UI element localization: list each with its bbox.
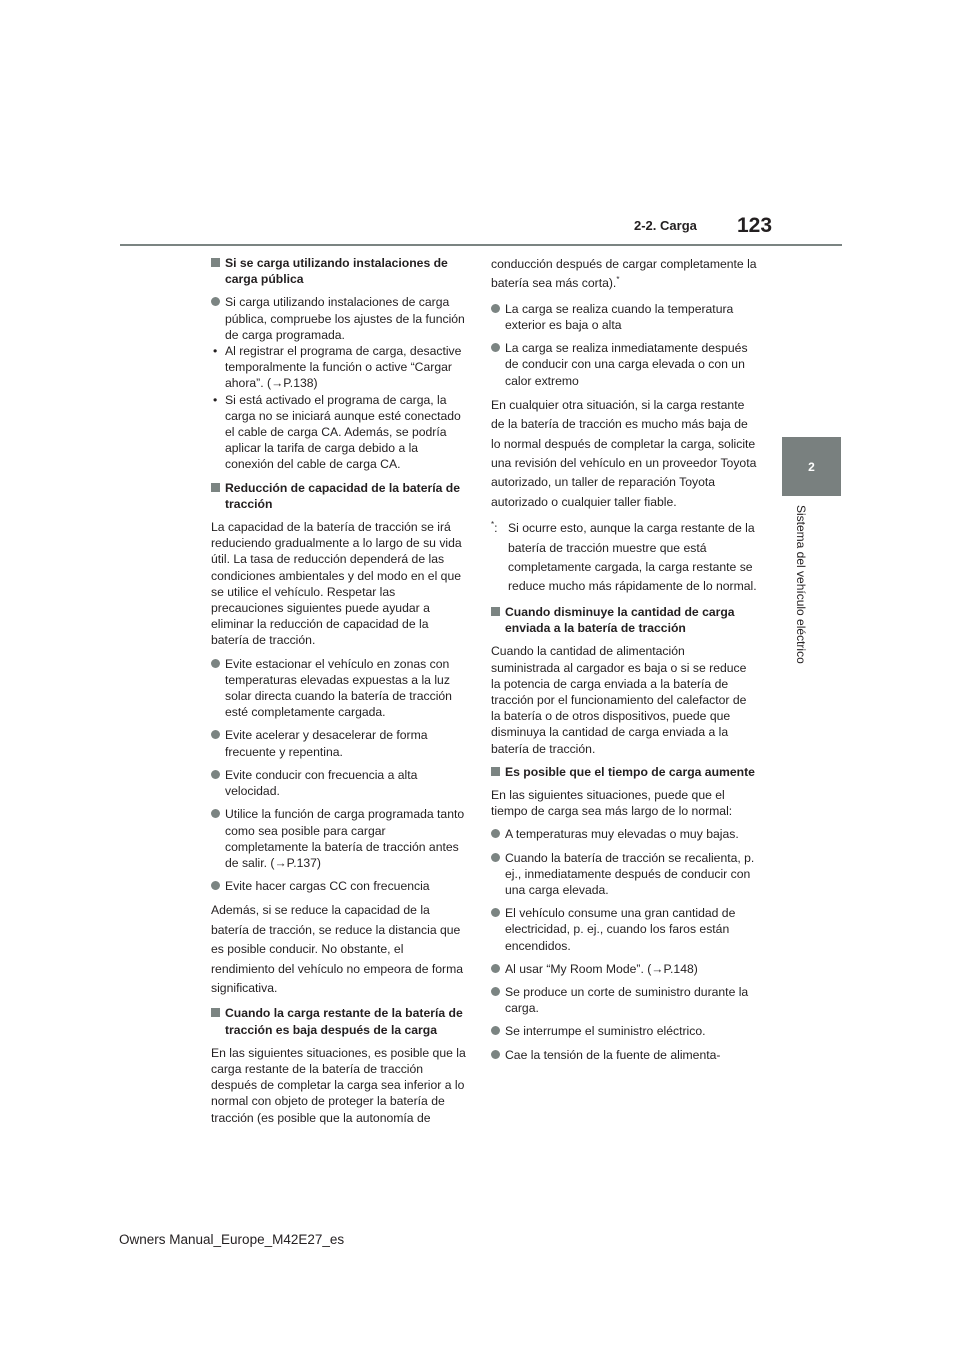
- bullet-item: La carga se realiza inmediatamente después de conducir con una carga elevada o con un calor extremo: [491, 340, 757, 389]
- paragraph: En las siguientes situaciones, puede que el tiempo de carga sea más largo de lo normal:: [491, 787, 733, 819]
- bullet-item: Evite estacionar el vehículo en zonas con temperaturas elevadas expuestas a la luz solar directa cuando la batería de tracción esté completamente cargada.: [211, 656, 467, 721]
- bullet-item: Se interrumpe el suministro eléctrico.: [491, 1023, 757, 1039]
- section-heading: Cuando la carga restante de la batería de tracción es baja después de la carga: [211, 1005, 467, 1037]
- bullet-item: Se produce un corte de suministro durante la carga.: [491, 984, 757, 1016]
- sub-bullet: •: [213, 392, 218, 407]
- chapter-label: Sistema del vehículo eléctrico: [794, 505, 808, 664]
- page-reference[interactable]: P.138): [283, 376, 318, 391]
- section-heading: Reducción de capacidad de la batería de tracción: [211, 480, 467, 512]
- bullet-item: Cuando la batería de tracción se recalienta, p. ej., inmediatamente después de conducir con una carga elevada.: [491, 850, 757, 899]
- paragraph: En las siguientes situaciones, es posible que la carga restante de la batería de tracción después de completar la carga sea inferior a lo normal con objeto de proteger la batería de tracción (es posible que la autonomía de: [211, 1045, 466, 1125]
- footnote: *: Si ocurre esto, aunque la carga restante de la batería de tracción muestre que está completamente cargada, la carga restante se reduce mucho más rápidamente de lo normal.: [491, 520, 757, 594]
- section-heading: Es posible que el tiempo de carga aumente: [491, 764, 757, 780]
- bullet-item: A temperaturas muy elevadas o muy bajas.: [491, 826, 757, 842]
- arrow-icon: →: [651, 961, 664, 976]
- page-reference[interactable]: P.137): [286, 855, 321, 870]
- bullet-item: Cae la tensión de la fuente de alimenta-: [491, 1047, 757, 1063]
- header-rule: [120, 244, 842, 246]
- sub-bullet: •: [213, 344, 218, 359]
- bullet-item: Evite acelerar y desacelerar de forma frecuente y repentina.: [211, 727, 467, 759]
- bullet-item: Utilice la función de carga programada tanto como sea posible para cargar completamente la batería de tracción antes de salir. (→P.137): [211, 806, 467, 871]
- bullet-item: [211, 294, 467, 343]
- arrow-icon: →: [274, 855, 287, 870]
- sub-item: • Al registrar el programa de carga, desactive temporalmente la función o active “Cargar ahora”. (→P.138): [213, 344, 462, 391]
- sub-item: • Si está activado el programa de carga, la carga no se iniciará aunque esté conectado el cable de carga CA. Además, se podría aplicar la tarifa de carga debido a la conexión del cable de carga CA.: [213, 392, 461, 472]
- paragraph: conducción después de cargar completamente la batería sea más corta).*: [491, 257, 757, 291]
- paragraph: La capacidad de la batería de tracción se irá reduciendo gradualmente a lo largo de su vida útil. La tasa de reducción dependerá de las condiciones ambientales y del modo en el que se utilice el vehículo. Respetar las precauciones siguientes puede ayudar a eliminar la reducción de capacidad de la batería de tracción.: [211, 520, 462, 648]
- paragraph: En cualquier otra situación, si la carga restante de la batería de tracción es mucho más baja de lo normal después de completar la carga, solicite una revisión del vehículo en un proveedor Toyota autorizado, un taller de reparación Toyota autorizado o cualquier taller fiable.: [491, 397, 757, 509]
- bullet-item: La carga se realiza cuando la temperatura exterior es baja o alta: [491, 301, 757, 333]
- left-column: [211, 255, 467, 1133]
- paragraph: Además, si se reduce la capacidad de la batería de tracción, se reduce la distancia que es posible conducir. No obstante, el rendimiento del vehículo no empeora de forma significativa.: [211, 903, 464, 995]
- bullet-item: Evite conducir con frecuencia a alta velocidad.: [211, 767, 467, 799]
- page-reference[interactable]: P.148): [663, 961, 698, 976]
- section-heading: Cuando disminuye la cantidad de carga enviada a la batería de tracción: [491, 604, 757, 636]
- section-heading: Si se carga utilizando instalaciones de carga pública: [211, 255, 467, 287]
- section-title: 2-2. Carga: [634, 218, 697, 233]
- bullet-item: Evite hacer cargas CC con frecuencia: [211, 878, 467, 894]
- bullet-item: El vehículo consume una gran cantidad de electricidad, p. ej., cuando los faros están encendidos.: [491, 905, 757, 954]
- bullet-item: Al usar “My Room Mode”. (→P.148): [491, 961, 757, 977]
- arrow-icon: →: [271, 376, 284, 391]
- bullet-text: Si carga utilizando instalaciones de carga pública, compruebe los ajustes de la función de carga programada.: [225, 295, 465, 342]
- chapter-tab: 2: [782, 437, 841, 496]
- paragraph: Cuando la cantidad de alimentación suministrada al cargador es baja o si se reduce la potencia de carga enviada a la batería de tracción por el funcionamiento del calefactor de la batería o de otros dispositivos, puede que disminuya la cantidad de carga enviada a la batería de tracción.: [491, 644, 747, 756]
- footnote-marker: *: [491, 520, 495, 530]
- right-column: [491, 255, 757, 1070]
- footnote-marker: *: [616, 275, 620, 285]
- footer-document-id: Owners Manual_Europe_M42E27_es: [119, 1232, 345, 1247]
- page-number: 123: [737, 214, 773, 237]
